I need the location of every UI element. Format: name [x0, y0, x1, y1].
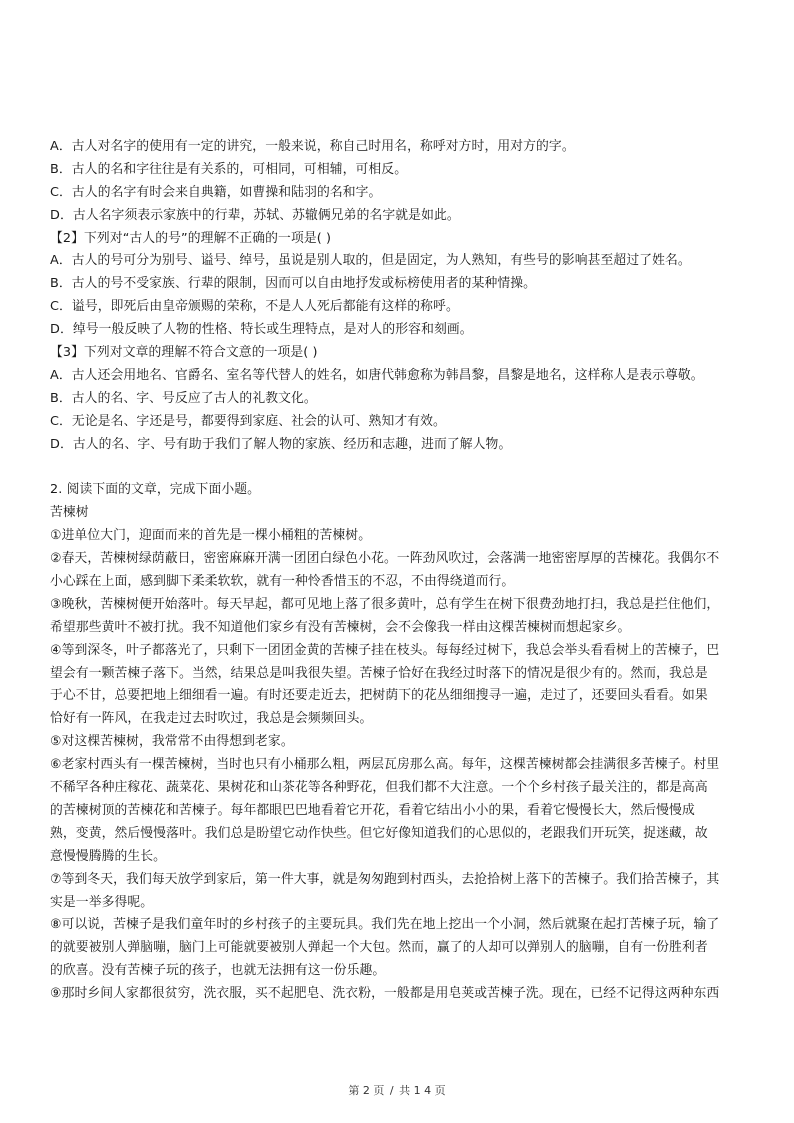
- q2-option-c: C．谥号，即死后由皇帝颁赐的荣称，不是人人死后都能有这样的称呼。: [50, 299, 459, 315]
- q1-option-c: C．古人的名字有时会来自典籍，如曹操和陆羽的名和字。: [50, 184, 382, 200]
- article-line: 于心不甘，总要把地上细细看一遍。有时还要走近去，把树荫下的花丛细细搜寻一遍，走过了，还要回头看看。如果: [50, 688, 708, 704]
- article-line: 的就要被别人弹脑嘣，脑门上可能就要被别人弹起一个大包。然而，赢了的人却可以弹别人的脑嘣，自有一份胜利者: [50, 940, 708, 956]
- article-line: 熟，变黄，然后慢慢落叶。我们总是盼望它动作快些。但它好像知道我们的心思似的，老跟我们开玩笑，捉迷藏，故: [50, 825, 708, 841]
- article-line: 望会有一颗苦楝子落下。当然，结果总是叫我很失望。苦楝子恰好在我经过时落下的情况是很少有的。然而，我总是: [50, 665, 708, 681]
- q2-options: [50, 250, 750, 342]
- q1-option-a: A．古人对名字的使用有一定的讲究，一般来说，称自己时用名，称呼对方时，用对方的字。: [50, 139, 575, 154]
- article-line: ⑧可以说，苦楝子是我们童年时的乡村孩子的主要玩具。我们先在地上挖出一个小洞，然后就聚在起打苦楝子玩，输了: [50, 917, 720, 933]
- page-content: [50, 136, 750, 1006]
- article-line: 实是一举多得呢。: [50, 894, 154, 910]
- page-footer: [0, 1082, 794, 1098]
- article-title: 苦楝树: [50, 505, 89, 521]
- article-line: ⑦等到冬天，我们每天放学到家后，第一件大事，就是匆匆跑到村西头，去抢拾树上落下的苦楝子。我们拾苦楝子，其: [50, 871, 720, 887]
- page-total: 共 1 4 页: [399, 1084, 446, 1097]
- q3-option-a: A．古人还会用地名、官爵名、室名等代替人的姓名，如唐代韩愈称为韩昌黎，昌黎是地名，这样称人是表示尊敬。: [50, 367, 704, 383]
- q3-option-c: C．无论是名、字还是号，都要得到家庭、社会的认可、熟知才有效。: [50, 413, 446, 429]
- q1-option-b: B．古人的名和字往往是有关系的，可相同，可相辅，可相反。: [50, 161, 408, 177]
- article-line: ⑨那时乡间人家都很贫穷，洗衣服，买不起肥皂、洗衣粉，一般都是用皂荚或苦楝子洗。现在，已经不记得这两种东西: [50, 986, 720, 1002]
- article-line: 恰好有一阵风，在我走过去时吹过，我总是会频频回头。: [50, 711, 373, 727]
- article-line: ④等到深冬，叶子都落光了，只剩下一团团金黄的苦楝子挂在枝头。每每经过树下，我总会举头看看树上的苦楝子，巴: [50, 642, 720, 658]
- q3-stem: 【3】下列对文章的理解不符合文意的一项是( ): [50, 345, 318, 361]
- article-line: 的欣喜。没有苦楝子玩的孩子，也就无法拥有这一份乐趣。: [50, 963, 386, 979]
- article-line: 不稀罕各种庄稼花、蔬菜花、果树花和山茶花等各种野花，但我们都不大注意。一个个乡村孩子最关注的，都是高高: [50, 780, 708, 796]
- article-line: 意慢慢腾腾的生长。: [50, 848, 167, 864]
- article-line: 希望那些黄叶不被打扰。我不知道他们家乡有没有苦楝树，会不会像我一样由这棵苦楝树而想起家乡。: [50, 619, 631, 635]
- q3-options: [50, 365, 750, 457]
- q3-option-b: B．古人的名、字、号反应了古人的礼教文化。: [50, 390, 317, 406]
- q3-option-d: D．古人的名、字、号有助于我们了解人物的家族、经历和志趣，进而了解人物。: [50, 436, 512, 452]
- article-line: ①进单位大门，迎面而来的首先是一棵小桶粗的苦楝树。: [50, 528, 372, 544]
- article-line: ②春天，苦楝树绿荫蔽日，密密麻麻开满一团团白绿色小花。一阵劲风吹过，会落满一地密密厚厚的苦楝花。我偶尔不: [50, 551, 720, 567]
- q2-stem: 【2】下列对“古人的号”的理解不正确的一项是( ): [50, 230, 332, 246]
- article-line: ③晚秋，苦楝树便开始落叶。每天早起，都可见地上落了很多黄叶，总有学生在树下很费劲地打扫，我总是拦住他们，: [50, 596, 720, 612]
- article-body: [50, 525, 750, 1006]
- page-separator: /: [389, 1084, 394, 1097]
- article-line: ⑥老家村西头有一棵苦楝树，当时也只有小桶那么粗，两层瓦房那么高。每年，这棵苦楝树都会挂满很多苦楝子。村里: [50, 757, 720, 773]
- question-2-heading: 2. 阅读下面的文章，完成下面小题。: [50, 482, 261, 498]
- article-line: 小心踩在上面，感到脚下柔柔软软，就有一种怜香惜玉的不忍，不由得绕道而行。: [50, 574, 515, 590]
- q1-options: [50, 136, 750, 228]
- q2-option-a: A．古人的号可分为别号、谥号、绰号，虽说是别人取的，但是固定，为人熟知，有些号的影响甚至超过了姓名。: [50, 253, 691, 269]
- q1-option-d: D．古人名字须表示家族中的行辈，苏轼、苏辙俩兄弟的名字就是如此。: [50, 207, 460, 223]
- article-line: ⑤对这棵苦楝树，我常常不由得想到老家。: [50, 734, 294, 750]
- page-number: 第 2 页: [348, 1084, 385, 1097]
- q2-option-b: B．古人的号不受家族、行辈的限制，因而可以自由地抒发或标榜使用者的某种情操。: [50, 276, 537, 292]
- article-line: 的苦楝树顶的苦楝花和苦楝子。每年都眼巴巴地看着它开花，看着它结出小小的果，看着它慢慢长大，然后慢慢成: [50, 802, 695, 818]
- section-gap: [50, 456, 750, 479]
- q2-option-d: D．绰号一般反映了人物的性格、特长或生理特点，是对人的形容和刻画。: [50, 322, 473, 338]
